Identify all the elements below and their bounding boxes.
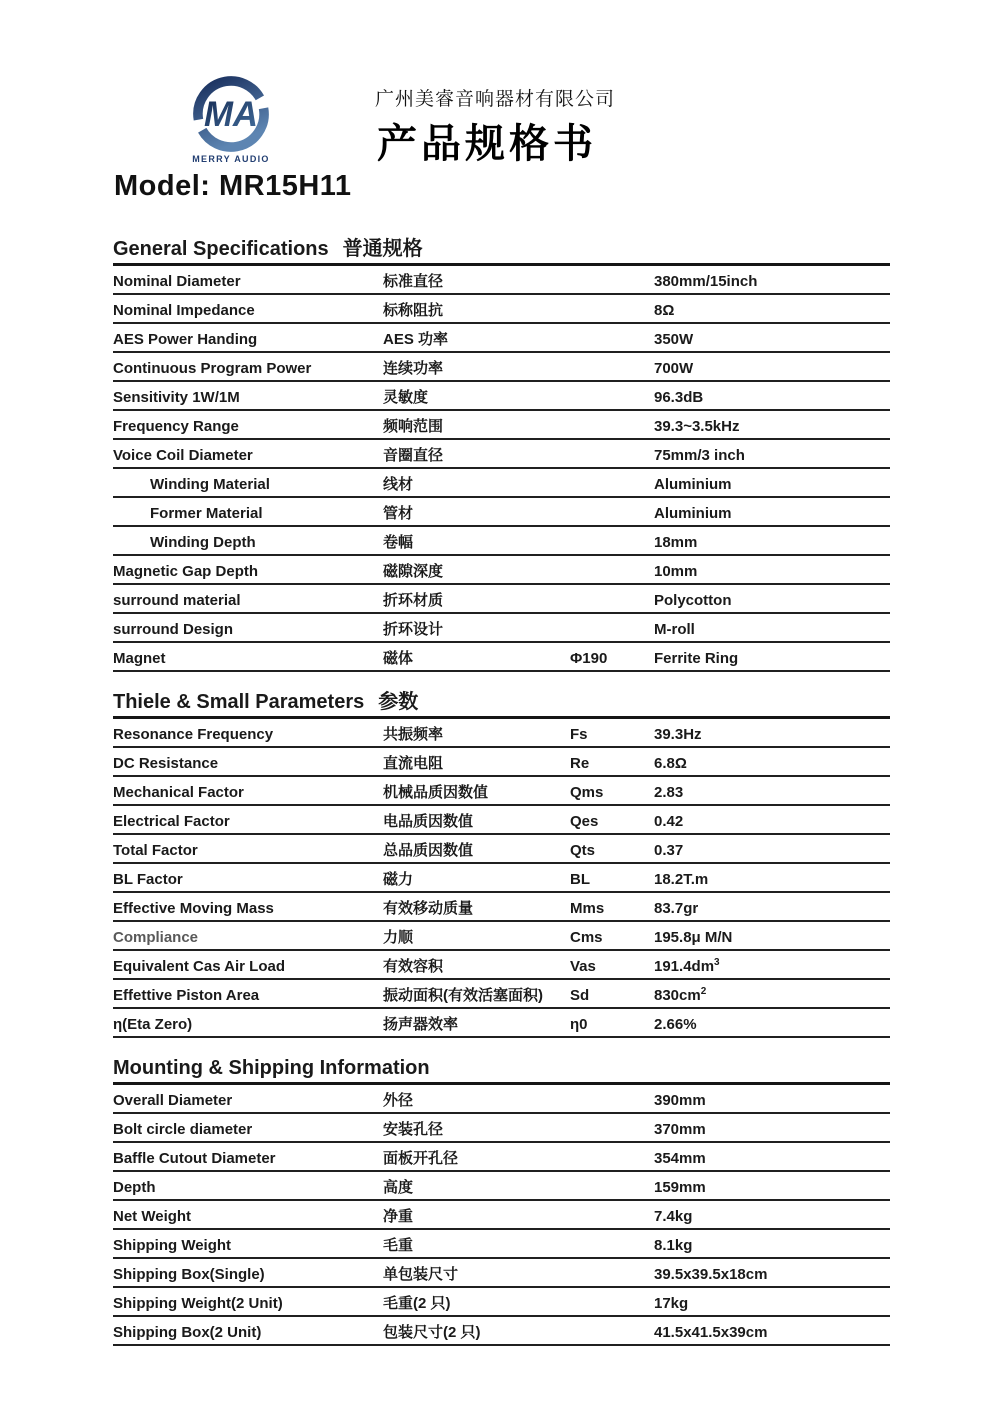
spec-value <box>654 535 890 550</box>
spec-row <box>113 382 890 411</box>
spec-value-text: 39.5x39.5x18cm <box>654 1266 768 1283</box>
spec-symbol: Φ190 <box>570 650 608 667</box>
spec-label-en: Depth <box>113 1179 156 1196</box>
spec-row <box>113 411 890 440</box>
spec-value-text: 380mm/15inch <box>654 273 758 290</box>
spec-value <box>654 477 890 492</box>
spec-label-en: Voice Coil Diameter <box>113 447 253 464</box>
spec-label-zh: 外径 <box>383 1092 414 1109</box>
spec-value-text: 17kg <box>654 1295 689 1312</box>
spec-value <box>654 274 890 289</box>
spec-value-text: 41.5x41.5x39cm <box>654 1324 768 1341</box>
spec-row <box>113 498 890 527</box>
spec-value <box>654 988 890 1003</box>
spec-label-en: BL Factor <box>113 871 183 888</box>
spec-symbol: Mms <box>570 900 605 917</box>
spec-label-en: Effettive Piston Area <box>113 987 260 1004</box>
spec-row <box>113 806 890 835</box>
spec-label-zh: 标称阻抗 <box>383 302 444 319</box>
spec-label-en: Continuous Program Power <box>113 360 312 377</box>
spec-section <box>113 687 890 1038</box>
spec-row <box>113 266 890 295</box>
spec-label-zh: 连续功率 <box>383 360 444 377</box>
spec-row <box>113 1114 890 1143</box>
spec-row <box>113 585 890 614</box>
logo-caption: MERRY AUDIO <box>192 154 270 164</box>
spec-value <box>654 1151 890 1166</box>
spec-label-en: Sensitivity 1W/1M <box>113 389 240 406</box>
spec-label-en: Shipping Box(2 Unit) <box>113 1324 262 1341</box>
spec-value-text: 195.8μ M/N <box>654 929 733 946</box>
spec-value-text: 2.66% <box>654 1016 697 1033</box>
spec-value <box>654 390 890 405</box>
spec-label-en: Nominal Impedance <box>113 302 255 319</box>
spec-label-en: DC Resistance <box>113 755 219 772</box>
spec-symbol: Sd <box>570 987 590 1004</box>
spec-value <box>654 1209 890 1224</box>
spec-symbol: BL <box>570 871 590 888</box>
spec-row <box>113 1317 890 1346</box>
spec-value <box>654 930 890 945</box>
spec-row <box>113 1172 890 1201</box>
spec-label-en: Mechanical Factor <box>113 784 244 801</box>
spec-value-text: Ferrite Ring <box>654 650 739 667</box>
spec-value <box>654 651 890 666</box>
spec-value <box>654 622 890 637</box>
spec-value-text: 830cm <box>654 987 701 1004</box>
spec-label-en: surround material <box>113 592 241 609</box>
spec-value <box>654 1180 890 1195</box>
spec-value <box>654 593 890 608</box>
spec-label-en: Nominal Diameter <box>113 273 241 290</box>
section-rows <box>113 719 890 1038</box>
spec-label-zh: 毛重(2 只) <box>383 1295 451 1312</box>
logo-monogram: MA <box>203 96 259 135</box>
spec-value-text: 6.8Ω <box>654 755 687 772</box>
spec-row <box>113 643 890 672</box>
spec-value-text: Aluminium <box>654 505 732 522</box>
spec-row <box>113 1009 890 1038</box>
spec-label-en: η(Eta Zero) <box>113 1016 193 1033</box>
spec-symbol: Fs <box>570 726 588 743</box>
spec-row <box>113 614 890 643</box>
section-header <box>113 234 890 266</box>
spec-label-en: Magnetic Gap Depth <box>113 563 259 580</box>
spec-value <box>654 1238 890 1253</box>
spec-label-zh: 电品质因数值 <box>383 813 474 830</box>
spec-row <box>113 556 890 585</box>
spec-label-zh: 振动面积(有效活塞面积) <box>383 987 543 1004</box>
spec-label-en: Effective Moving Mass <box>113 900 274 917</box>
spec-label-en: Frequency Range <box>113 418 239 435</box>
spec-value-text: 159mm <box>654 1179 706 1196</box>
spec-value-text: 354mm <box>654 1150 706 1167</box>
spec-label-en: Shipping Weight <box>113 1237 232 1254</box>
spec-label-en: Compliance <box>113 929 199 946</box>
section-title-en: Thiele & Small Parameters <box>113 691 365 713</box>
spec-label-en: Shipping Weight(2 Unit) <box>113 1295 283 1312</box>
spec-value-text: 18.2T.m <box>654 871 709 888</box>
spec-row <box>113 1201 890 1230</box>
section-rows <box>113 1085 890 1346</box>
spec-label-en: Baffle Cutout Diameter <box>113 1150 276 1167</box>
spec-row <box>113 864 890 893</box>
spec-label-zh: 力顺 <box>383 929 414 946</box>
spec-symbol: Qms <box>570 784 604 801</box>
spec-value-text: Aluminium <box>654 476 732 493</box>
spec-label-zh: 扬声器效率 <box>383 1016 459 1033</box>
spec-label-en: Bolt circle diameter <box>113 1121 253 1138</box>
spec-label-en: Equivalent Cas Air Load <box>113 958 285 975</box>
spec-value <box>654 727 890 742</box>
spec-value-text: 370mm <box>654 1121 706 1138</box>
spec-row <box>113 748 890 777</box>
merry-audio-logo-icon <box>187 74 275 154</box>
spec-value-superscript: 3 <box>714 957 720 968</box>
spec-label-zh: 卷幅 <box>383 534 414 551</box>
spec-label-zh: 机械品质因数值 <box>383 784 489 801</box>
spec-label-en: surround Design <box>113 621 234 638</box>
spec-label-zh: 安装孔径 <box>383 1121 444 1138</box>
spec-value <box>654 1325 890 1340</box>
spec-symbol: Cms <box>570 929 603 946</box>
spec-row <box>113 324 890 353</box>
spec-label-en: Winding Material <box>150 476 270 493</box>
spec-value <box>654 872 890 887</box>
spec-row <box>113 1259 890 1288</box>
spec-label-en: Shipping Box(Single) <box>113 1266 265 1283</box>
brand-logo <box>184 74 278 164</box>
section-title-zh: 普通规格 <box>342 238 423 260</box>
spec-row <box>113 1085 890 1114</box>
spec-label-zh: 标准直径 <box>383 273 444 290</box>
spec-label-zh: 净重 <box>383 1208 414 1225</box>
spec-value <box>654 1017 890 1032</box>
section-title-en: Mounting & Shipping Information <box>113 1057 430 1079</box>
spec-label-en: Winding Depth <box>150 534 256 551</box>
spec-value-text: 0.37 <box>654 842 684 859</box>
spec-label-zh: 频响范围 <box>383 418 444 435</box>
spec-label-zh: 面板开孔径 <box>383 1150 459 1167</box>
section-header <box>113 687 890 719</box>
spec-value-text: 39.3Hz <box>654 726 702 743</box>
spec-label-zh: 单包装尺寸 <box>383 1266 459 1283</box>
spec-row <box>113 527 890 556</box>
spec-label-zh: 总品质因数值 <box>383 842 474 859</box>
spec-row <box>113 922 890 951</box>
spec-value <box>654 361 890 376</box>
spec-value-text: 8.1kg <box>654 1237 693 1254</box>
section-header <box>113 1053 890 1085</box>
spec-value-text: 2.83 <box>654 784 684 801</box>
spec-row <box>113 893 890 922</box>
spec-value-text: 96.3dB <box>654 389 704 406</box>
spec-row <box>113 440 890 469</box>
spec-value-text: 0.42 <box>654 813 684 830</box>
spec-value-text: 18mm <box>654 534 698 551</box>
spec-row <box>113 777 890 806</box>
spec-value <box>654 814 890 829</box>
spec-label-zh: 折环设计 <box>383 621 444 638</box>
spec-label-en: Electrical Factor <box>113 813 230 830</box>
spec-label-zh: 折环材质 <box>383 592 444 609</box>
spec-label-zh: 音圈直径 <box>383 447 444 464</box>
spec-value-text: Polycotton <box>654 592 732 609</box>
section-rows <box>113 266 890 672</box>
spec-value <box>654 1296 890 1311</box>
spec-row <box>113 1288 890 1317</box>
spec-label-zh: 磁隙深度 <box>383 563 444 580</box>
company-name: 广州美睿音响器材有限公司 <box>375 89 616 110</box>
spec-label-en: Total Factor <box>113 842 198 859</box>
spec-row <box>113 835 890 864</box>
spec-row <box>113 295 890 324</box>
spec-label-zh: 直流电阻 <box>383 755 444 772</box>
spec-value <box>654 448 890 463</box>
spec-label-en: AES Power Handing <box>113 331 258 348</box>
spec-value <box>654 785 890 800</box>
spec-value-text: 350W <box>654 331 694 348</box>
spec-value <box>654 959 890 974</box>
spec-value <box>654 332 890 347</box>
spec-label-en: Net Weight <box>113 1208 192 1225</box>
spec-value-text: 75mm/3 inch <box>654 447 745 464</box>
section-title-en: General Specifications <box>113 238 329 260</box>
spec-value-text: 700W <box>654 360 694 377</box>
spec-value <box>654 506 890 521</box>
spec-row <box>113 1143 890 1172</box>
spec-row <box>113 469 890 498</box>
spec-section <box>113 1053 890 1346</box>
section-title-zh: 参数 <box>378 691 419 713</box>
spec-value <box>654 303 890 318</box>
spec-row <box>113 951 890 980</box>
spec-label-zh: 毛重 <box>383 1237 414 1254</box>
spec-value-text: M-roll <box>654 621 695 638</box>
spec-label-en: Magnet <box>113 650 166 667</box>
spec-value-superscript: 2 <box>700 986 707 997</box>
spec-value <box>654 419 890 434</box>
spec-label-en: Overall Diameter <box>113 1092 233 1109</box>
spec-label-zh: 有效移动质量 <box>383 900 474 917</box>
spec-label-zh: 共振频率 <box>383 726 444 743</box>
spec-symbol: Re <box>570 755 590 772</box>
spec-value <box>654 564 890 579</box>
spec-symbol: Qts <box>570 842 596 859</box>
spec-value <box>654 1122 890 1137</box>
spec-label-zh: 有效容积 <box>383 958 444 975</box>
spec-symbol: Vas <box>570 958 596 975</box>
spec-section <box>113 234 890 672</box>
spec-row <box>113 1230 890 1259</box>
spec-value <box>654 1267 890 1282</box>
spec-label-en: Former Material <box>150 505 263 522</box>
spec-label-zh: 高度 <box>383 1179 414 1196</box>
spec-value <box>654 843 890 858</box>
spec-row <box>113 353 890 382</box>
spec-value <box>654 756 890 771</box>
spec-row <box>113 980 890 1009</box>
spec-value-text: 39.3~3.5kHz <box>654 418 740 435</box>
spec-value-text: 8Ω <box>654 302 675 319</box>
document-title: 产品规格书 <box>377 121 597 166</box>
spec-value <box>654 1093 890 1108</box>
spec-value-text: 390mm <box>654 1092 706 1109</box>
spec-value-text: 7.4kg <box>654 1208 693 1225</box>
spec-value <box>654 901 890 916</box>
spec-value-text: 191.4dm <box>654 958 715 975</box>
model-label: Model: MR15H11 <box>114 170 352 202</box>
spec-symbol: η0 <box>570 1016 588 1033</box>
spec-row <box>113 719 890 748</box>
spec-value-text: 83.7gr <box>654 900 699 917</box>
spec-label-en: Resonance Frequency <box>113 726 274 743</box>
spec-label-zh: 包装尺寸(2 只) <box>383 1324 481 1341</box>
spec-label-zh: 磁力 <box>383 871 414 888</box>
spec-symbol: Qes <box>570 813 599 830</box>
spec-value-text: 10mm <box>654 563 698 580</box>
content <box>113 234 890 1346</box>
spec-label-zh: 线材 <box>383 476 414 493</box>
spec-label-zh: AES 功率 <box>383 331 449 348</box>
spec-label-zh: 灵敏度 <box>383 389 429 406</box>
spec-label-zh: 磁体 <box>383 650 414 667</box>
spec-label-zh: 管材 <box>383 505 414 522</box>
